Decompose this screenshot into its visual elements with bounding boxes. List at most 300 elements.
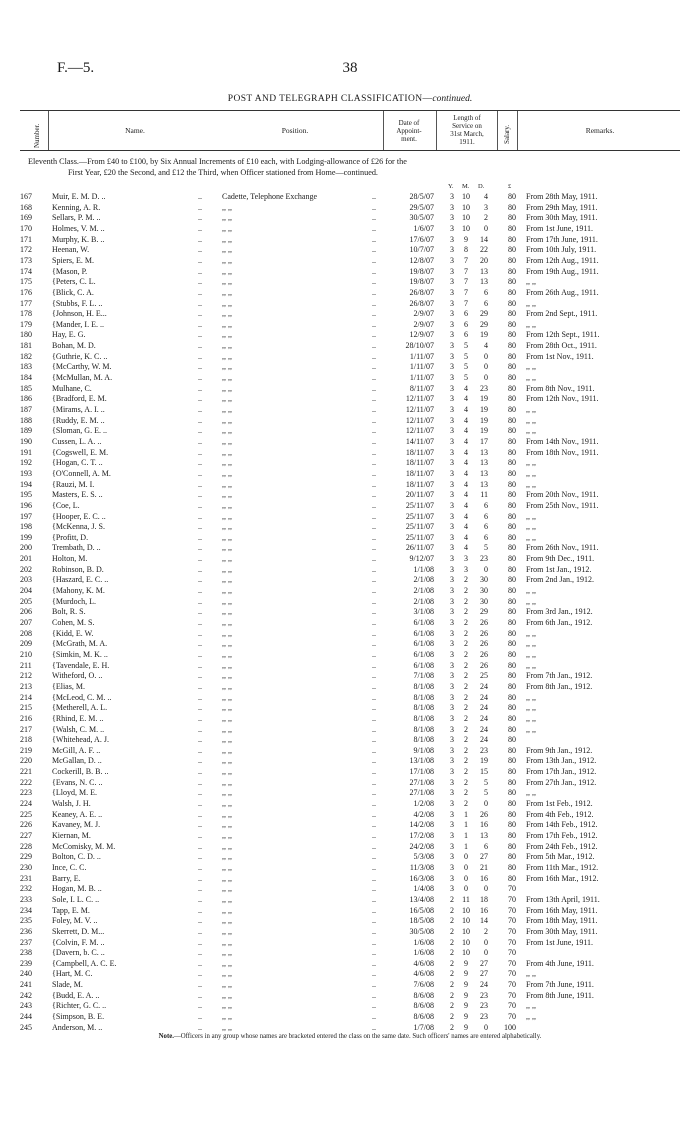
row-name: Foley, M. V. .. xyxy=(52,916,98,926)
table-row xyxy=(0,874,700,884)
row-days: 6 xyxy=(484,511,488,521)
row-years: 3 xyxy=(450,745,454,755)
row-days: 24 xyxy=(480,713,488,723)
leader-dots: .. xyxy=(372,713,376,723)
row-days: 23 xyxy=(480,745,488,755)
row-position: ,, ,, xyxy=(222,245,232,255)
row-position: ,, ,, xyxy=(222,436,232,446)
row-date: 8/1/08 xyxy=(413,681,434,691)
row-salary: 80 xyxy=(508,692,516,702)
row-name: {Metherell, A. L. xyxy=(52,703,108,713)
table-row xyxy=(0,959,700,969)
header-salary: Salary. xyxy=(503,124,511,144)
row-days: 25 xyxy=(480,671,488,681)
row-number: 202 xyxy=(20,564,32,574)
row-number: 208 xyxy=(20,628,32,638)
row-remarks: From 7th Jan., 1912. xyxy=(526,671,593,681)
row-position: ,, ,, xyxy=(222,841,232,851)
row-remarks: ,, ,, xyxy=(526,649,536,659)
row-date: 1/2/08 xyxy=(413,799,434,809)
leader-dots: .. xyxy=(198,266,202,276)
row-number: 183 xyxy=(20,362,32,372)
row-position: ,, ,, xyxy=(222,724,232,734)
row-name: {Elias, M. xyxy=(52,681,85,691)
row-salary: 80 xyxy=(508,511,516,521)
row-name: {Mason, P. xyxy=(52,266,88,276)
row-number: 184 xyxy=(20,373,32,383)
row-days: 0 xyxy=(484,223,488,233)
row-date: 12/8/07 xyxy=(409,255,434,265)
row-number: 245 xyxy=(20,1022,32,1032)
row-years: 3 xyxy=(450,287,454,297)
leader-dots: .. xyxy=(372,213,376,223)
row-months: 2 xyxy=(464,713,468,723)
table-row xyxy=(0,309,700,319)
row-years: 3 xyxy=(450,799,454,809)
row-date: 27/1/08 xyxy=(409,788,434,798)
row-salary: 80 xyxy=(508,330,516,340)
class-heading-line1: Eleventh Class.—From £40 to £100, by Six Annual Increments of £10 each, with Lodging-allowance of £26 for the xyxy=(28,157,407,166)
row-months: 4 xyxy=(464,532,468,542)
row-date: 2/1/08 xyxy=(413,575,434,585)
row-days: 0 xyxy=(484,564,488,574)
row-name: Bolton, C. D. .. xyxy=(52,852,101,862)
row-years: 3 xyxy=(450,554,454,564)
row-days: 19 xyxy=(480,330,488,340)
row-position: Cadette, Telephone Exchange xyxy=(222,192,318,201)
row-years: 3 xyxy=(450,564,454,574)
row-years: 2 xyxy=(450,894,454,904)
row-years: 3 xyxy=(450,767,454,777)
row-date: 8/1/08 xyxy=(413,692,434,702)
row-name: {McKenna, J. S. xyxy=(52,522,105,532)
row-number: 196 xyxy=(20,500,32,510)
row-remarks: ,, ,, xyxy=(526,1001,536,1011)
row-months: 2 xyxy=(464,799,468,809)
row-days: 16 xyxy=(480,905,488,915)
row-position: ,, ,, xyxy=(222,777,232,787)
table-row xyxy=(0,586,700,596)
row-days: 0 xyxy=(484,948,488,958)
row-date: 13/1/08 xyxy=(409,756,434,766)
row-years: 3 xyxy=(450,703,454,713)
row-date: 12/11/07 xyxy=(405,405,434,414)
row-months: 1 xyxy=(464,820,468,830)
row-days: 11 xyxy=(480,490,488,500)
row-number: 231 xyxy=(20,873,32,883)
row-number: 212 xyxy=(20,671,32,681)
row-years: 3 xyxy=(450,873,454,883)
leader-dots: .. xyxy=(198,522,202,532)
row-name: Heenan, W. xyxy=(52,245,90,255)
row-position: ,, ,, xyxy=(222,202,232,212)
row-days: 6 xyxy=(484,532,488,542)
row-remarks: From 16th May, 1911. xyxy=(526,905,598,915)
leader-dots: .. xyxy=(198,298,202,308)
row-position: ,, ,, xyxy=(222,692,232,702)
leader-dots: .. xyxy=(372,309,376,319)
leader-dots: .. xyxy=(198,511,202,521)
header-divider xyxy=(497,111,498,150)
leader-dots: .. xyxy=(372,788,376,798)
row-remarks: ,, ,, xyxy=(526,1012,536,1022)
row-date: 8/1/08 xyxy=(413,713,434,723)
leader-dots: .. xyxy=(372,554,376,564)
row-position: ,, ,, xyxy=(222,426,232,436)
leader-dots: .. xyxy=(198,458,202,468)
row-salary: 80 xyxy=(508,373,516,383)
row-position: ,, ,, xyxy=(222,703,232,713)
row-position: ,, ,, xyxy=(222,607,232,617)
leader-dots: .. xyxy=(198,373,202,383)
row-name: {McGrath, M. A. xyxy=(52,639,108,649)
row-number: 178 xyxy=(20,309,32,319)
row-name: Cohen, M. S. xyxy=(52,618,95,627)
leader-dots: .. xyxy=(372,767,376,777)
row-position: ,, ,, xyxy=(222,756,232,766)
page-title xyxy=(0,94,700,104)
row-salary: 80 xyxy=(508,351,516,361)
table-row xyxy=(0,501,700,511)
table-row xyxy=(0,512,700,522)
table-row xyxy=(0,426,700,436)
leader-dots: .. xyxy=(372,671,376,681)
leader-dots: .. xyxy=(198,820,202,830)
row-date: 1/1/08 xyxy=(413,564,434,574)
row-date: 16/5/08 xyxy=(409,905,434,915)
row-name: {Rauzi, M. I. xyxy=(52,479,95,489)
leader-dots: .. xyxy=(372,799,376,809)
row-position: ,, ,, xyxy=(222,543,232,553)
leader-dots: .. xyxy=(198,575,202,585)
table-row xyxy=(0,384,700,394)
leader-dots: .. xyxy=(198,596,202,606)
row-name: Cussen, L. A. .. xyxy=(52,436,102,446)
row-years: 3 xyxy=(450,735,454,745)
row-number: 179 xyxy=(20,319,32,329)
row-name: {Mander, I. E. .. xyxy=(52,319,104,329)
leader-dots: .. xyxy=(372,607,376,617)
row-position: ,, ,, xyxy=(222,341,232,351)
row-salary: 80 xyxy=(508,255,516,265)
row-number: 217 xyxy=(20,724,32,734)
table-row xyxy=(0,852,700,862)
row-remarks: ,, ,, xyxy=(526,532,536,542)
leader-dots: .. xyxy=(372,522,376,532)
row-months: 2 xyxy=(464,788,468,798)
row-months: 4 xyxy=(464,522,468,532)
row-date: 3/1/08 xyxy=(413,607,434,617)
row-name: Hay, E. G. xyxy=(52,330,86,340)
row-years: 3 xyxy=(450,618,454,627)
row-date: 20/11/07 xyxy=(405,490,434,500)
row-years: 3 xyxy=(450,479,454,489)
row-number: 238 xyxy=(20,948,32,958)
table-row xyxy=(0,714,700,724)
row-remarks: From 9th Dec., 1911. xyxy=(526,554,595,564)
row-salary: 80 xyxy=(508,618,516,627)
row-months: 5 xyxy=(464,373,468,383)
row-months: 5 xyxy=(464,351,468,361)
row-years: 3 xyxy=(450,202,454,212)
row-date: 12/11/07 xyxy=(405,394,434,404)
row-name: {Whitehead, A. J. xyxy=(52,735,109,745)
row-salary: 80 xyxy=(508,394,516,404)
title-main: POST AND TELEGRAPH CLASSIFICATION— xyxy=(227,94,433,104)
row-remarks: From 30th May, 1911. xyxy=(526,926,598,936)
row-remarks: From 14th Feb., 1912. xyxy=(526,820,598,830)
row-number: 218 xyxy=(20,735,32,745)
row-position: ,, ,, xyxy=(222,649,232,659)
row-months: 9 xyxy=(464,1012,468,1022)
header-position: Position. xyxy=(281,126,309,135)
row-months: 4 xyxy=(464,479,468,489)
row-years: 3 xyxy=(450,447,454,457)
row-number: 235 xyxy=(20,916,32,926)
row-position: ,, ,, xyxy=(222,564,232,574)
row-name: Kiernan, M. xyxy=(52,831,91,840)
row-months: 4 xyxy=(464,383,468,393)
row-months: 2 xyxy=(464,639,468,649)
row-remarks: ,, ,, xyxy=(526,596,536,606)
row-name: {Sloman, G. E. .. xyxy=(52,426,107,436)
row-remarks: ,, ,, xyxy=(526,479,536,489)
row-days: 0 xyxy=(484,884,488,894)
leader-dots: .. xyxy=(372,245,376,255)
row-years: 3 xyxy=(450,223,454,233)
row-months: 4 xyxy=(464,468,468,478)
row-salary: 70 xyxy=(508,1012,516,1022)
row-salary: 80 xyxy=(508,596,516,606)
row-months: 7 xyxy=(464,287,468,297)
row-name: Hogan, M. B. .. xyxy=(52,884,102,894)
row-name: {Kidd, E. W. xyxy=(52,628,94,638)
row-date: 13/4/08 xyxy=(409,894,434,904)
row-months: 9 xyxy=(464,234,468,244)
table-row xyxy=(0,256,700,266)
leader-dots: .. xyxy=(198,681,202,691)
table-row xyxy=(0,224,700,234)
leader-dots: .. xyxy=(198,362,202,372)
row-remarks: ,, ,, xyxy=(526,692,536,702)
row-years: 3 xyxy=(450,362,454,372)
row-years: 3 xyxy=(450,788,454,798)
row-salary: 70 xyxy=(508,884,516,894)
row-days: 24 xyxy=(480,703,488,713)
row-years: 3 xyxy=(450,511,454,521)
leader-dots: .. xyxy=(198,884,202,894)
row-years: 3 xyxy=(450,639,454,649)
footnote-text: —Officers in any group whose names are bracketed entered the class on the same date. Such officers' names are entered alphabetically. xyxy=(173,1033,542,1040)
row-salary: 70 xyxy=(508,980,516,990)
row-months: 2 xyxy=(464,671,468,681)
row-position: ,, ,, xyxy=(222,852,232,862)
table-row xyxy=(0,416,700,426)
row-position: ,, ,, xyxy=(222,671,232,681)
row-days: 6 xyxy=(484,500,488,510)
row-days: 0 xyxy=(484,1022,488,1032)
row-number: 192 xyxy=(20,458,32,468)
row-number: 198 xyxy=(20,522,32,532)
header-name: Name. xyxy=(125,126,145,135)
table-row xyxy=(0,490,700,500)
row-days: 0 xyxy=(484,362,488,372)
row-days: 14 xyxy=(480,234,488,244)
row-name: {Coe, L. xyxy=(52,500,80,510)
row-months: 5 xyxy=(464,362,468,372)
row-months: 10 xyxy=(462,192,470,201)
header-date-line: ment. xyxy=(401,135,417,143)
row-years: 3 xyxy=(450,458,454,468)
table-row xyxy=(0,991,700,1001)
leader-dots: .. xyxy=(198,937,202,947)
row-position: ,, ,, xyxy=(222,490,232,500)
row-remarks: From 17th Feb., 1912. xyxy=(526,831,598,840)
row-number: 229 xyxy=(20,852,32,862)
row-days: 2 xyxy=(484,926,488,936)
row-salary: 80 xyxy=(508,341,516,351)
row-years: 2 xyxy=(450,937,454,947)
leader-dots: .. xyxy=(372,330,376,340)
row-salary: 70 xyxy=(508,958,516,968)
row-date: 4/6/08 xyxy=(413,958,434,968)
row-date: 25/11/07 xyxy=(405,532,434,542)
row-remarks: From 8th June, 1911. xyxy=(526,990,594,1000)
row-salary: 80 xyxy=(508,436,516,446)
row-date: 18/11/07 xyxy=(405,458,434,468)
row-years: 3 xyxy=(450,245,454,255)
row-days: 13 xyxy=(480,458,488,468)
row-salary: 80 xyxy=(508,788,516,798)
row-months: 2 xyxy=(464,586,468,596)
row-name: McComisky, M. M. xyxy=(52,841,116,851)
row-salary: 70 xyxy=(508,916,516,926)
row-salary: 80 xyxy=(508,383,516,393)
row-days: 15 xyxy=(480,767,488,777)
leader-dots: .. xyxy=(372,628,376,638)
row-months: 2 xyxy=(464,745,468,755)
row-number: 190 xyxy=(20,436,32,446)
row-months: 2 xyxy=(464,575,468,585)
row-salary: 80 xyxy=(508,277,516,287)
row-years: 3 xyxy=(450,841,454,851)
header-number: Number. xyxy=(33,123,41,148)
row-salary: 80 xyxy=(508,564,516,574)
row-years: 3 xyxy=(450,831,454,840)
row-name: {McLeod, C. M. .. xyxy=(52,692,112,702)
table-row xyxy=(0,618,700,628)
leader-dots: .. xyxy=(198,394,202,404)
row-years: 3 xyxy=(450,405,454,414)
row-position: ,, ,, xyxy=(222,277,232,287)
row-salary: 80 xyxy=(508,522,516,532)
row-name: {Bradford, E. M. xyxy=(52,394,107,404)
row-remarks: From 4th June, 1911. xyxy=(526,958,594,968)
row-name: {Hart, M. C. xyxy=(52,969,93,979)
row-salary: 80 xyxy=(508,202,516,212)
leader-dots: .. xyxy=(198,724,202,734)
row-name: McGallan, D. .. xyxy=(52,756,102,766)
row-days: 19 xyxy=(480,394,488,404)
leader-dots: .. xyxy=(372,724,376,734)
row-date: 8/1/08 xyxy=(413,703,434,713)
leader-dots: .. xyxy=(198,1001,202,1011)
leader-dots: .. xyxy=(198,405,202,414)
leader-dots: .. xyxy=(198,223,202,233)
table-row xyxy=(0,458,700,468)
row-position: ,, ,, xyxy=(222,628,232,638)
row-number: 204 xyxy=(20,586,32,596)
row-salary: 70 xyxy=(508,937,516,947)
table-row xyxy=(0,756,700,766)
row-number: 230 xyxy=(20,862,32,872)
row-remarks: From 14th Nov., 1911. xyxy=(526,436,599,446)
row-position: ,, ,, xyxy=(222,905,232,915)
row-years: 3 xyxy=(450,522,454,532)
row-salary: 80 xyxy=(508,223,516,233)
leader-dots: .. xyxy=(198,831,202,840)
row-position: ,, ,, xyxy=(222,394,232,404)
row-date: 1/11/07 xyxy=(409,373,434,383)
leader-dots: .. xyxy=(198,649,202,659)
leader-dots: .. xyxy=(198,969,202,979)
leader-dots: .. xyxy=(198,213,202,223)
row-months: 1 xyxy=(464,841,468,851)
row-months: 0 xyxy=(464,852,468,862)
row-years: 3 xyxy=(450,820,454,830)
row-salary: 70 xyxy=(508,926,516,936)
row-days: 4 xyxy=(484,192,488,201)
row-salary: 80 xyxy=(508,458,516,468)
table-row xyxy=(0,565,700,575)
row-days: 27 xyxy=(480,852,488,862)
row-days: 0 xyxy=(484,351,488,361)
row-name: Robinson, B. D. xyxy=(52,564,104,574)
table-row xyxy=(0,820,700,830)
header-length-line: 31st March, xyxy=(450,130,484,138)
leader-dots: .. xyxy=(198,745,202,755)
leader-dots: .. xyxy=(372,820,376,830)
unit-pound: £ xyxy=(508,183,512,190)
row-days: 0 xyxy=(484,799,488,809)
row-months: 4 xyxy=(464,415,468,425)
leader-dots: .. xyxy=(198,479,202,489)
leader-dots: .. xyxy=(198,799,202,809)
row-months: 10 xyxy=(462,916,470,926)
row-salary: 70 xyxy=(508,905,516,915)
row-name: {McCarthy, W. M. xyxy=(52,362,112,372)
row-salary: 80 xyxy=(508,479,516,489)
row-position: ,, ,, xyxy=(222,990,232,1000)
row-months: 2 xyxy=(464,724,468,734)
row-days: 21 xyxy=(480,862,488,872)
row-number: 175 xyxy=(20,277,32,287)
table-row xyxy=(0,405,700,415)
table-row xyxy=(0,810,700,820)
unit-months: M. xyxy=(462,183,470,190)
row-years: 3 xyxy=(450,681,454,691)
row-name: Sellars, P. M. .. xyxy=(52,213,101,223)
row-remarks: From 7th June, 1911. xyxy=(526,980,594,990)
row-days: 13 xyxy=(480,468,488,478)
row-days: 3 xyxy=(484,202,488,212)
row-months: 6 xyxy=(464,330,468,340)
row-salary: 70 xyxy=(508,1001,516,1011)
row-number: 220 xyxy=(20,756,32,766)
row-days: 13 xyxy=(480,831,488,840)
row-years: 2 xyxy=(450,916,454,926)
row-number: 240 xyxy=(20,969,32,979)
